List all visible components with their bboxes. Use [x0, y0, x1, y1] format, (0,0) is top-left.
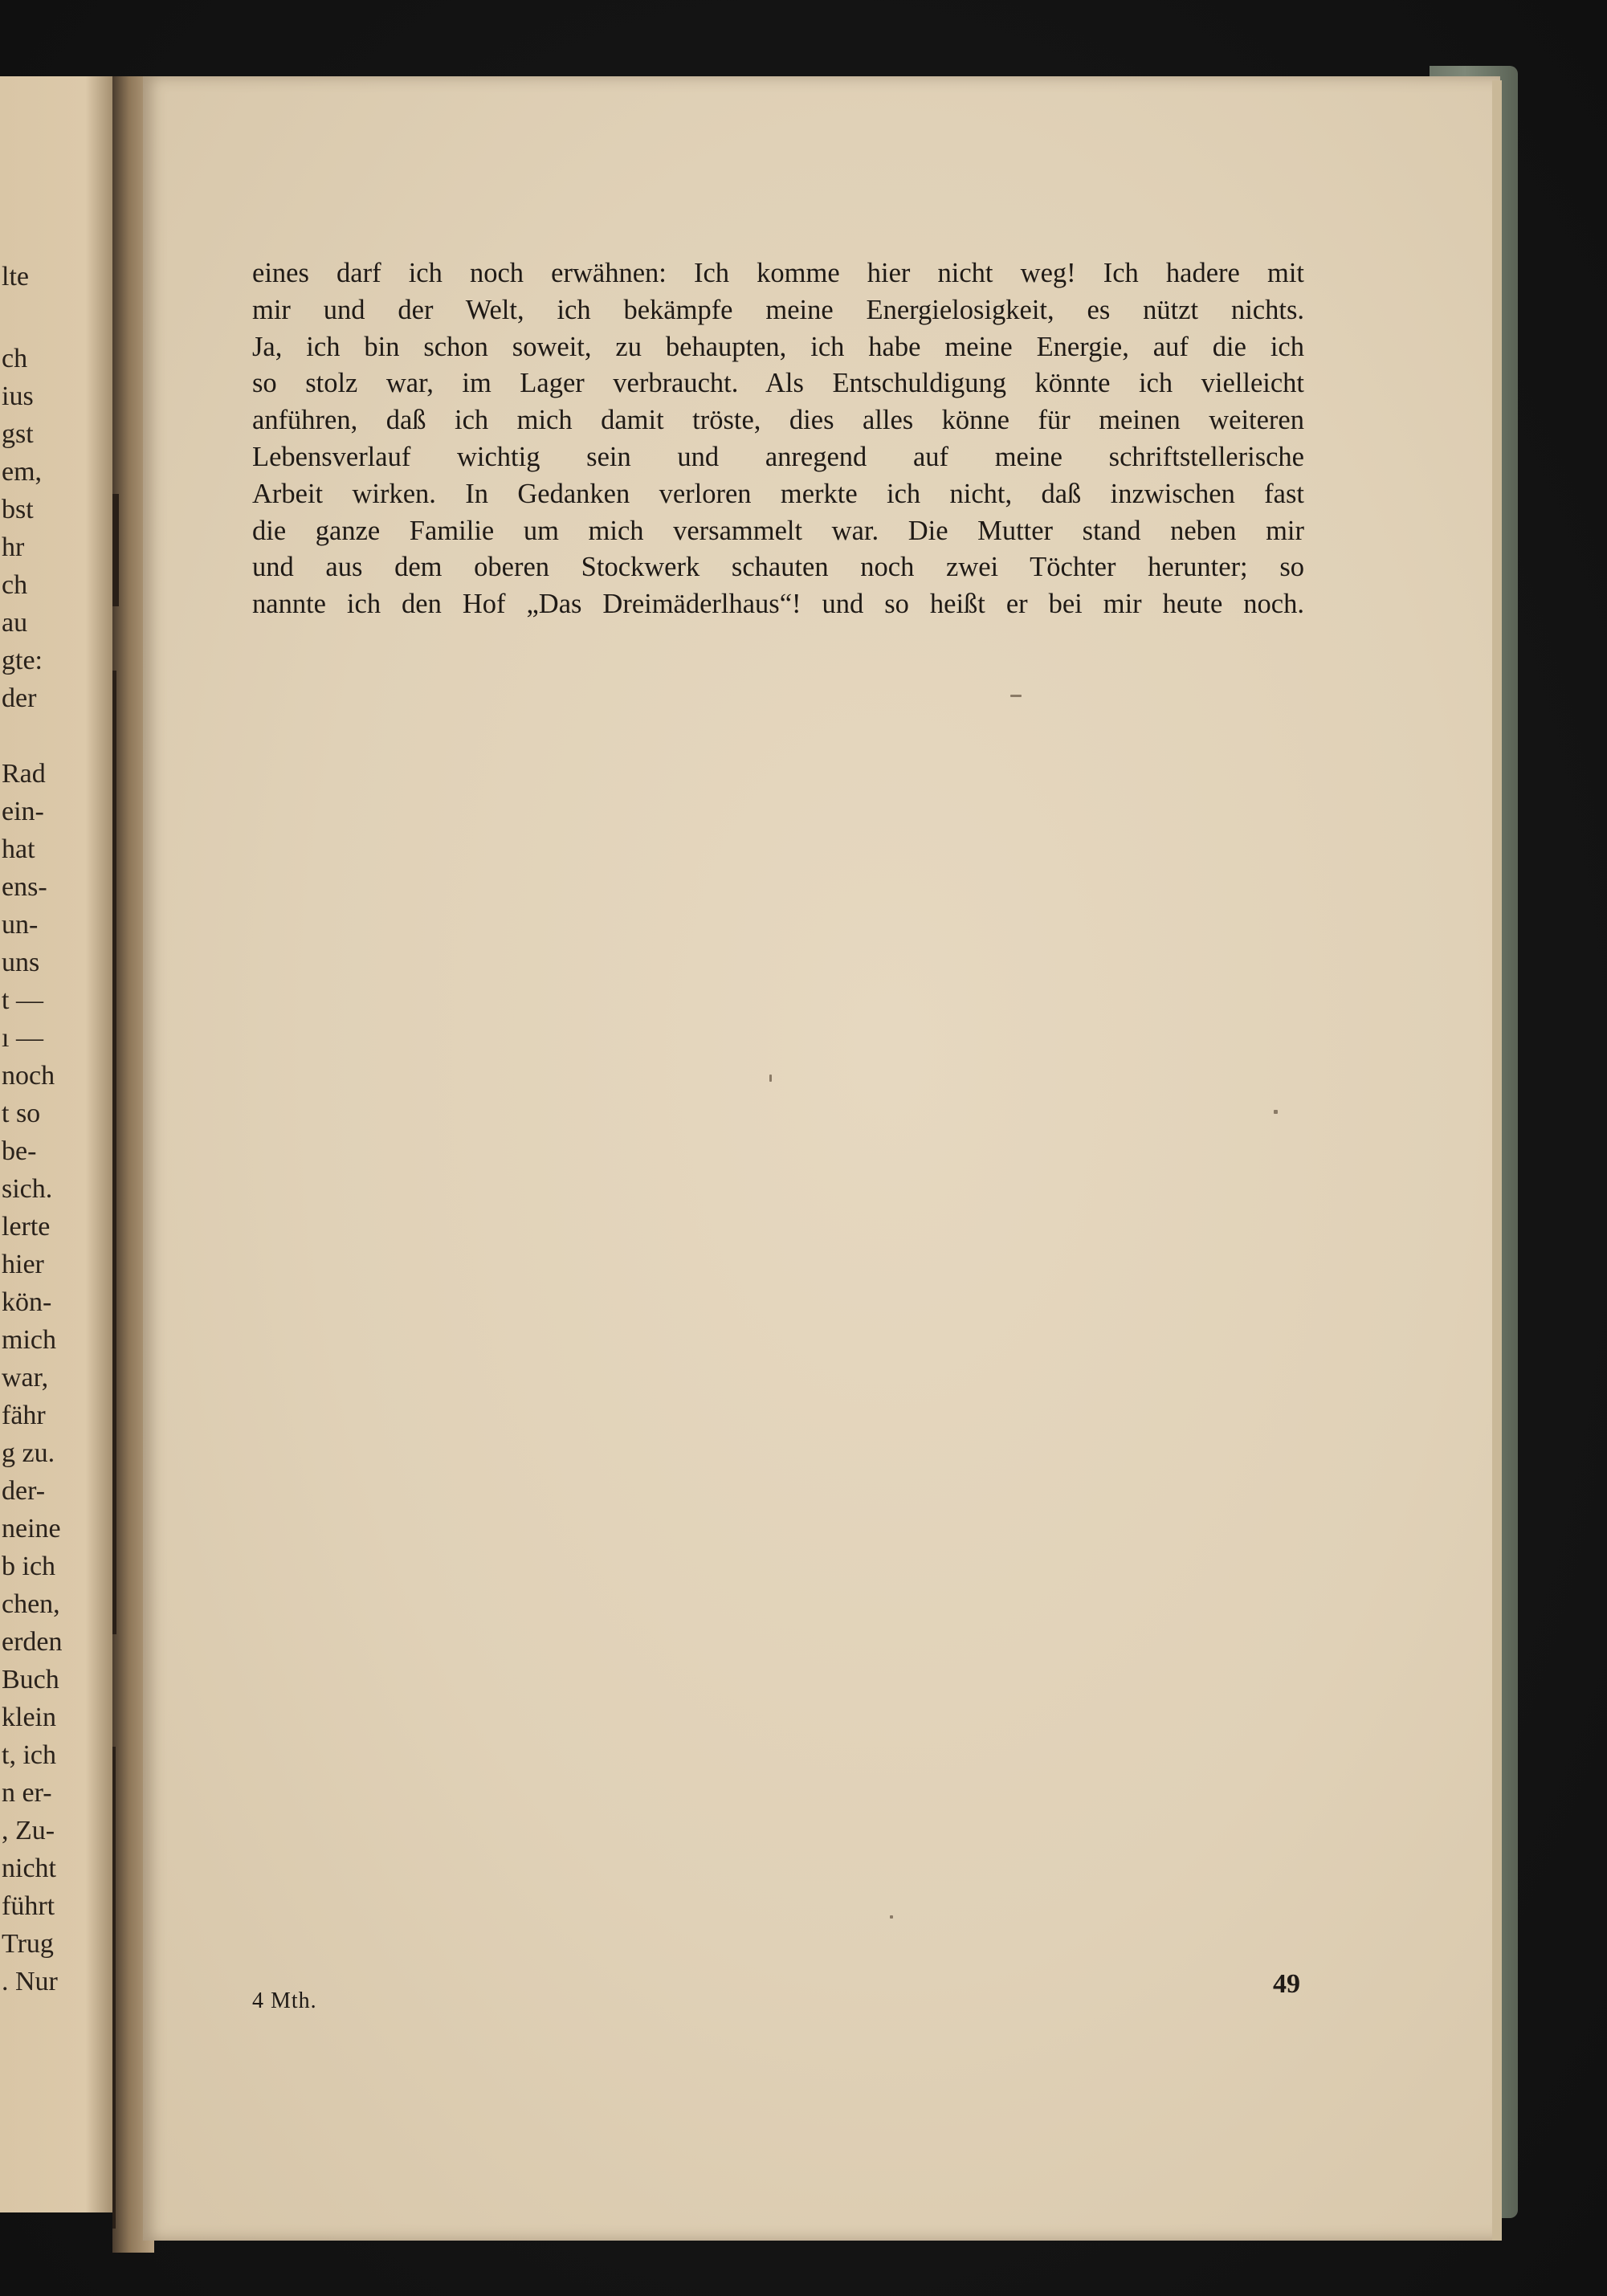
facing-page-left: [0, 76, 122, 2212]
left-page-line: erden: [2, 1627, 63, 1657]
left-page-line: bst: [2, 495, 34, 524]
left-page-line: hier: [2, 1250, 44, 1279]
body-paragraph: [252, 255, 1304, 623]
left-page-line: em,: [2, 457, 43, 487]
page-edge: [1492, 80, 1502, 2241]
paper-speck: [890, 1915, 893, 1919]
left-page-line: ı —: [2, 1023, 43, 1053]
left-page-line: ch: [2, 570, 28, 600]
paper-speck: [769, 1075, 772, 1082]
left-page-line: klein: [2, 1703, 56, 1732]
left-page-line: ius: [2, 381, 34, 411]
left-page-line: lte: [2, 262, 29, 292]
left-page-line: fähr: [2, 1401, 46, 1430]
left-page-line: Buch: [2, 1665, 59, 1694]
left-page-line: t —: [2, 985, 43, 1015]
left-page-line: gte:: [2, 646, 43, 675]
text-line: so stolz war, im Lager verbraucht. Als Entschuldigung könnte ich vielleicht: [252, 368, 1304, 399]
text-line: eines darf ich noch erwähnen: Ich komme hier nicht weg! Ich hadere mit: [252, 258, 1304, 288]
left-page-line: be-: [2, 1136, 37, 1166]
left-page-line: führt: [2, 1891, 55, 1921]
left-page-line: der-: [2, 1476, 46, 1506]
binding-shadow: [112, 671, 116, 1634]
left-page-line: n er-: [2, 1778, 52, 1808]
text-line: nannte ich den Hof „Das Dreimäderlhaus“! und so heißt er bei mir heute noch.: [252, 589, 1304, 620]
left-page-line: ens-: [2, 872, 47, 902]
page-number: 49: [1273, 1969, 1300, 1999]
text-line: anführen, daß ich mich damit tröste, dies alles könne für meinen weiteren: [252, 405, 1304, 436]
left-page-line: chen,: [2, 1589, 60, 1619]
left-page-line: . Nur: [2, 1967, 58, 1996]
left-page-line: kön-: [2, 1287, 52, 1317]
left-page-line: , Zu-: [2, 1816, 55, 1845]
paper-speck: [1010, 695, 1022, 697]
text-line: Arbeit wirken. In Gedanken verloren merkte ich nicht, daß inzwischen fast: [252, 478, 1304, 509]
left-page-line: sich.: [2, 1174, 53, 1204]
left-page-line: lerte: [2, 1212, 51, 1242]
text-line: Ja, ich bin schon soweit, zu behaupten, ich habe meine Energie, auf die ich: [252, 331, 1304, 362]
left-page-line: gst: [2, 419, 34, 449]
text-line: mir und der Welt, ich bekämpfe meine Energielosigkeit, es nützt nichts.: [252, 294, 1304, 325]
text-line: Lebensverlauf wichtig sein und anregend auf meine schriftstellerische: [252, 441, 1304, 472]
left-page-line: au: [2, 608, 28, 638]
text-line: die ganze Familie um mich versammelt war. Die Mutter stand neben mir: [252, 515, 1304, 546]
left-page-line: uns: [2, 948, 40, 977]
left-page-line: noch: [2, 1061, 55, 1091]
left-page-line: Rad: [2, 759, 46, 789]
left-page-line: t, ich: [2, 1740, 56, 1770]
left-page-line: hr: [2, 532, 25, 562]
text-line: und aus dem oberen Stockwerk schauten noch zwei Töchter herunter; so: [252, 552, 1304, 583]
left-page-line: hat: [2, 834, 35, 864]
signature-mark: 4 Mth.: [252, 1988, 317, 2013]
left-page-line: mich: [2, 1325, 56, 1355]
left-page-line: neine: [2, 1514, 61, 1544]
left-page-line: war,: [2, 1363, 49, 1393]
left-page-line: der: [2, 683, 37, 713]
binding-shadow: [112, 494, 119, 606]
left-page-line: g zu.: [2, 1438, 55, 1468]
left-page-line: nicht: [2, 1854, 56, 1883]
left-page-line: ch: [2, 344, 28, 373]
left-page-line: b ich: [2, 1552, 56, 1581]
left-page-line: Trug: [2, 1929, 54, 1959]
left-page-line: t so: [2, 1099, 41, 1128]
left-page-line: un-: [2, 910, 39, 940]
binding-shadow: [112, 1747, 116, 2229]
left-page-line: ein-: [2, 797, 44, 826]
paper-speck: [1274, 1110, 1278, 1114]
